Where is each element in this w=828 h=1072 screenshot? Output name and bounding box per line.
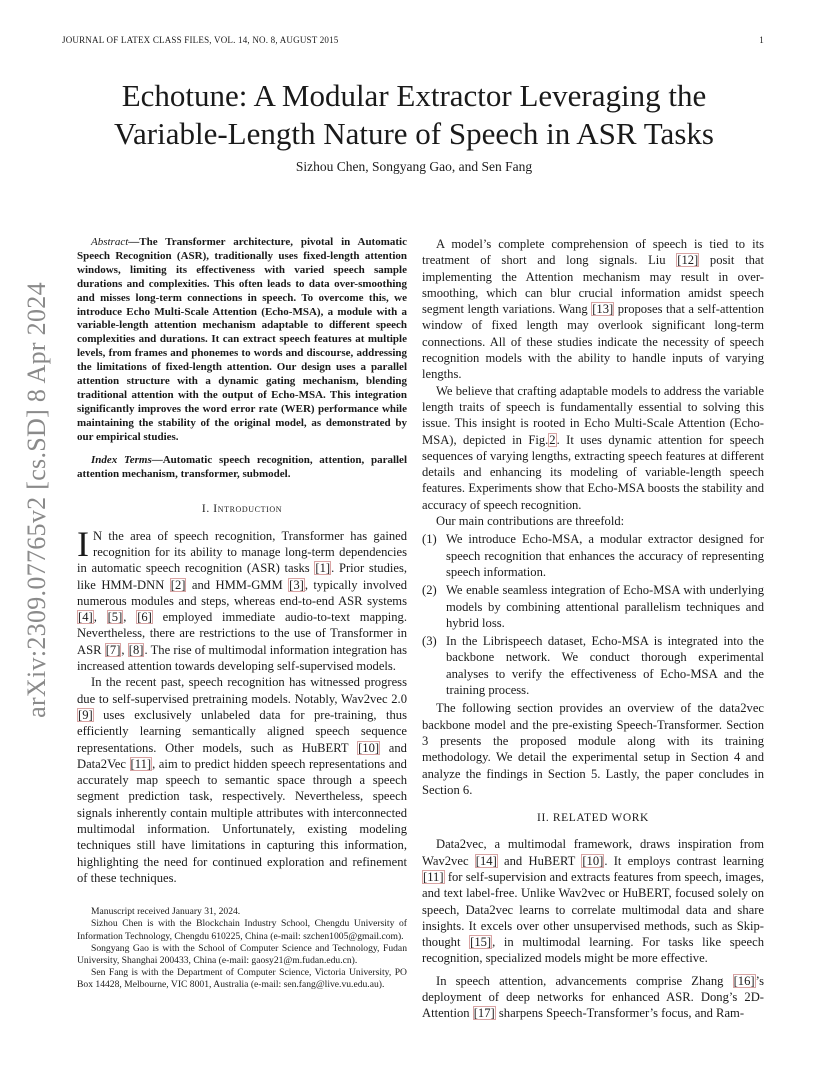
author-list: Sizhou Chen, Songyang Gao, and Sen Fang (295, 159, 533, 174)
right-paragraph-4: The following section provides an overview of the data2vec backbone model and the pre-existing Speech-Transformer. Section 3 presents the proposed module along with its training methodology. We detail the experimental setup in Section 4 and analyze the findings in Section 5. Lastly, the paper concludes in Section 6. (422, 701, 764, 797)
citation-link[interactable]: [5] (107, 610, 123, 625)
list-number: (3) (422, 634, 437, 649)
drop-cap: I (77, 523, 89, 564)
right-paragraph-1 (422, 236, 764, 383)
citation-link[interactable]: [11] (423, 869, 444, 884)
contributions-intro: Our main contributions are threefold: (436, 514, 625, 529)
abstract-label: Abstract (91, 236, 129, 248)
text-run: N the area of speech recognition, Transformer has gained recognition for its ability to manage long-term dependencies in automatic speech recognition (ASR) tasks (77, 528, 407, 576)
intro-paragraph-2 (77, 674, 407, 886)
list-item (422, 582, 764, 631)
text-run: , (123, 610, 137, 625)
text-run: , (121, 642, 128, 657)
section-heading-related-work (422, 810, 764, 826)
text-run: employed immediate audio-to-text mapping. Nevertheless, there are restrictions to the use of Transformer in ASR (77, 610, 407, 657)
citation-link[interactable]: [12] (677, 253, 699, 268)
text-run: , typically involved numerous modules and steps, whereas end-to-end ASR systems (77, 577, 408, 608)
index-terms (77, 454, 407, 482)
text-run: We believe that crafting adaptable models to address the variable length traits of speech is fundamentally essential to solving this issue. This insight is rooted in Echo Multi-Scale Attention (Echo-MSA), depicted in Fig. (422, 383, 764, 447)
paper-title (62, 77, 766, 153)
left-column (77, 236, 407, 992)
section-title: Introduction (213, 503, 283, 516)
intro-paragraph-1 (77, 523, 408, 675)
list-text: In the Librispeech dataset, Echo-MSA is integrated into the backbone network. We conduct thorough experimental analyses to verify the effectiveness of Echo-MSA and the training process. (446, 634, 764, 698)
text-run: In speech attention, advancements comprise Zhang (436, 973, 733, 988)
text-run: sharpens Speech-Transformer’s focus, and Ram- (495, 1006, 745, 1021)
journal-header: JOURNAL OF LATEX CLASS FILES, VOL. 14, NO. 8, AUGUST 2015 (62, 35, 339, 45)
list-item (422, 633, 764, 698)
text-run: and HuBERT (497, 853, 582, 868)
citation-link[interactable]: [2] (170, 577, 186, 592)
text-run: , aim to predict hidden speech representations and accurately map speech to semantic space through a speech segment prediction task, respectively. Nevertheless, speech signals inherently contain multiple attributes with interconnected multimodal information. Unfortunately, existing modeling techniques still have limitations in capturing this information, highlighting the need for continued exploration and refinement of these techniques. (77, 756, 407, 885)
page-number: 1 (759, 35, 764, 45)
text-run: . Prior studies, like HMM-DNN (77, 561, 407, 592)
citation-link[interactable]: [13] (592, 302, 614, 317)
text-run: and Data2Vec (77, 740, 407, 771)
abstract-text: —The Transformer architecture, pivotal in Automatic Speech Recognition (ASR), traditionally uses fixed-length attention windows, limiting its effectiveness with varied speech sample durations and complexities. This often leads to data over-smoothing and misses long-term connections in speech. To overcome this, we introduce Echo Multi-Scale Attention (Echo-MSA), a module with a variable-length attention mechanism adaptable to different speech complexities and durations. It can extract speech features at multiple levels, from frames and phonemes to words and discourse, addressing the limitations of fixed-length attention. Our design uses a parallel attention structure with a dynamic gating mechanism, blending traditional attention with the output of Echo-MSA. This integration significantly improves the word error rate (WER) performance while maintaining the stability of the original model, as demonstrated by our empirical studies. (77, 236, 407, 443)
citation-link[interactable]: [4] (78, 610, 93, 625)
index-terms-text: —Automatic speech recognition, attention, parallel attention mechanism, transformer, submodel. (77, 453, 407, 480)
text-run: , (93, 610, 107, 625)
text-run: A model’s complete comprehension of speech is tied to its treatment of short and long signals. Liu (422, 237, 764, 268)
footnote-received: Manuscript received January 31, 2024. (91, 906, 241, 918)
text-run: and HMM-GMM (186, 577, 289, 592)
citation-link[interactable]: [15] (470, 935, 492, 950)
text-run: In the recent past, speech recognition has witnessed progress due to self-supervised pretraining models. Notably, Wav2vec 2.0 (77, 675, 407, 706)
abstract (77, 236, 407, 445)
right-column (422, 236, 764, 1022)
title-line-2: Variable-Length Nature of Speech in ASR Tasks (114, 116, 714, 151)
contributions-list (422, 531, 764, 698)
figure-link[interactable]: 2 (549, 432, 556, 447)
footnote-author-chen: Sizhou Chen is with the Blockchain Industry School, Chengdu University of Information Technology, Chengdu 610225, China (e-mail: szchen1005@gmail.com). (77, 918, 407, 942)
citation-link[interactable]: [10] (358, 740, 380, 755)
text-run: . It uses dynamic attention for speech sequences of varying lengths, extracting speech features at different details and enhancing its modeling of variable-length speech features. Experiments show that Echo-MSA boosts the stability and accuracy of speech recognition. (422, 432, 764, 512)
right-paragraph-5 (422, 836, 764, 966)
section-title: RELATED WORK (552, 812, 649, 825)
index-terms-label: Index Terms (91, 453, 152, 466)
list-item (422, 531, 764, 580)
footnote-author-fang: Sen Fang is with the Department of Computer Science, Victoria University, PO Box 14428, Melbourne, VIC 8001, Australia (e-mail: sen.fang@live.vu.edu.au). (77, 967, 407, 991)
right-paragraph-2 (422, 383, 764, 513)
running-header (62, 35, 766, 49)
footnote-author-gao: Songyang Gao is with the School of Computer Science and Technology, Fudan University, Shanghai 200433, China (e-mail: gaosy21@m.fudan.edu.cn). (77, 942, 407, 967)
citation-link[interactable]: [1] (315, 561, 331, 576)
footnotes (77, 906, 407, 991)
citation-link[interactable]: [9] (78, 707, 93, 722)
section-number: I. (201, 503, 214, 516)
arxiv-id: arXiv:2309.07765v2 [cs.SD] 8 Apr 2024 (22, 282, 51, 718)
section-number: II. (537, 812, 553, 825)
text-run: Data2vec, a multimodal framework, draws inspiration from Wav2vec (422, 837, 764, 868)
list-text: We enable seamless integration of Echo-MSA with underlying models by combining attentional parallelism techniques and hybrid loss. (446, 583, 764, 630)
text-run: ’s deployment of deep networks for enhanced ASR. Dong’s 2D-Attention (422, 973, 764, 1021)
citation-link[interactable]: [10] (582, 853, 604, 868)
right-paragraph-6 (422, 973, 764, 1022)
list-number: (1) (422, 532, 437, 547)
citation-link[interactable]: [8] (128, 642, 144, 657)
citation-link[interactable]: [7] (105, 642, 121, 657)
section-heading-introduction (77, 501, 407, 517)
list-text: We introduce Echo-MSA, a modular extractor designed for speech recognition that enhances the accuracy of representing speech information. (446, 532, 764, 579)
text-run: , in multimodal learning. For tasks like speech recognition, specialized models might be more effective. (422, 935, 764, 966)
text-run: for self-supervision and extracts features from speech, images, and text label-free. Unlike Wav2vec or HuBERT, focused solely on speech, Data2vec learns to correlate multimodal data and share insights. It excels over other unsupervised methods, such as Skip-thought (422, 869, 764, 950)
text-run: uses exclusively unlabeled data for pre-training, thus efficiently learning semantically aligned speech sequence representations. Other models, such as HuBERT (77, 707, 407, 755)
title-line-1: Echotune: A Modular Extractor Leveraging the (121, 78, 707, 113)
citation-link[interactable]: [3] (289, 577, 304, 592)
citation-link[interactable]: [16] (733, 973, 755, 988)
text-run: . The rise of multimodal information integration has increased attention towards developing self-supervised models. (77, 642, 408, 674)
citation-link[interactable]: [6] (137, 610, 152, 625)
list-number: (2) (422, 583, 437, 598)
text-run: . It employs contrast learning (604, 853, 764, 868)
text-run: proposes that a self-attention window of fixed length may overlook significant long-term connections. All of these studies indicate the necessity of speech recognition models with the ability to handle inputs of varying lengths. (422, 302, 764, 382)
citation-link[interactable]: [14] (475, 853, 497, 868)
arxiv-stamp (17, 282, 57, 718)
citation-link[interactable]: [11] (130, 756, 152, 771)
text-run: posit that implementing the Attention mechanism may result in over-smoothing, which can blur crucial information amidst speech segment length variations. Wang (422, 253, 764, 317)
citation-link[interactable]: [17] (473, 1006, 495, 1021)
